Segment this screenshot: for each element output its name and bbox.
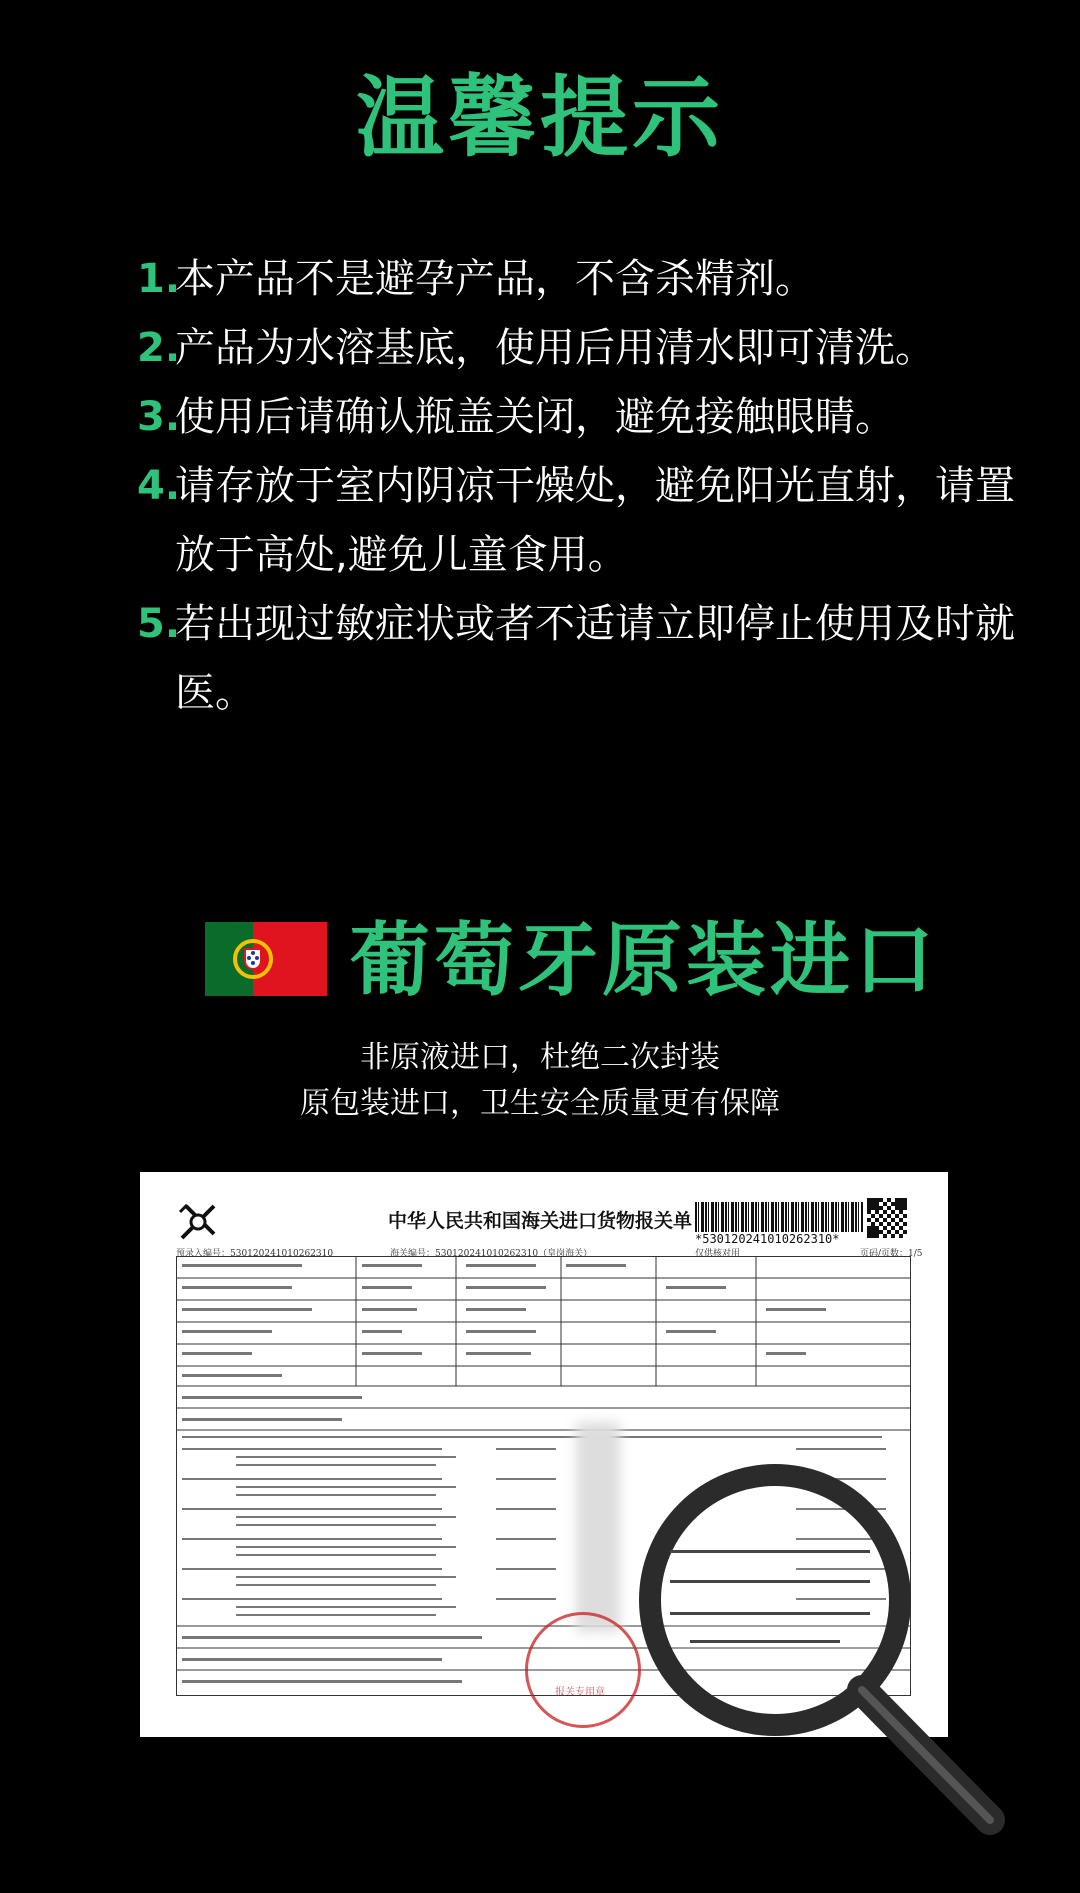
tip-item: [137, 383, 1017, 452]
tip-text: 本产品不是避孕产品，不含杀精剂。: [175, 256, 815, 302]
portugal-import-heading: [0, 910, 1080, 1010]
only-check-label: 仅供核对用: [695, 1249, 741, 1259]
import-title: 葡萄牙原装进口: [350, 913, 938, 1007]
tip-number: 1.: [137, 256, 181, 302]
page-count: 页码/页数：1/5: [860, 1249, 923, 1259]
tip-text: 若出现过敏症状或者不适请立即停止使用及时就医。: [175, 601, 1015, 716]
magnifier-icon: [600, 1440, 1020, 1840]
tip-number: 3.: [137, 394, 181, 440]
import-subtitle-1: 非原液进口，杜绝二次封装: [360, 1040, 720, 1075]
tip-text: 产品为水溶基底，使用后用清水即可清洗。: [175, 325, 935, 371]
tip-item: [137, 245, 1017, 314]
tip-number: 2.: [137, 325, 181, 371]
qr-code-icon: [867, 1198, 907, 1238]
page-title: 温馨提示: [355, 65, 724, 169]
tip-text: 使用后请确认瓶盖关闭，避免接触眼睛。: [175, 394, 895, 440]
portugal-flag-icon: [205, 922, 327, 996]
prerecord-number: 预录入编号：530120241010262310: [176, 1249, 334, 1259]
tip-item: [137, 452, 1017, 590]
tip-text: 请存放于室内阴凉干燥处，避免阳光直射，请置放于高处,避免儿童食用。: [175, 463, 1015, 578]
tip-number: 5.: [137, 601, 181, 647]
tip-item: [137, 590, 1017, 728]
import-subtitle-2: 原包装进口，卫生安全质量更有保障: [300, 1086, 780, 1121]
barcode-number: *530120241010262310*: [695, 1232, 840, 1246]
tips-list: [137, 245, 1017, 728]
tip-item: [137, 314, 1017, 383]
tip-number: 4.: [137, 463, 181, 509]
customs-number: 海关编号：530120241010262310（皇岗海关）: [390, 1249, 593, 1259]
customs-emblem-icon: [176, 1200, 220, 1244]
document-title: 中华人民共和国海关进口货物报关单: [388, 1210, 693, 1232]
stamp-text: 报关专用章: [555, 1687, 605, 1698]
barcode-icon: [695, 1202, 863, 1232]
